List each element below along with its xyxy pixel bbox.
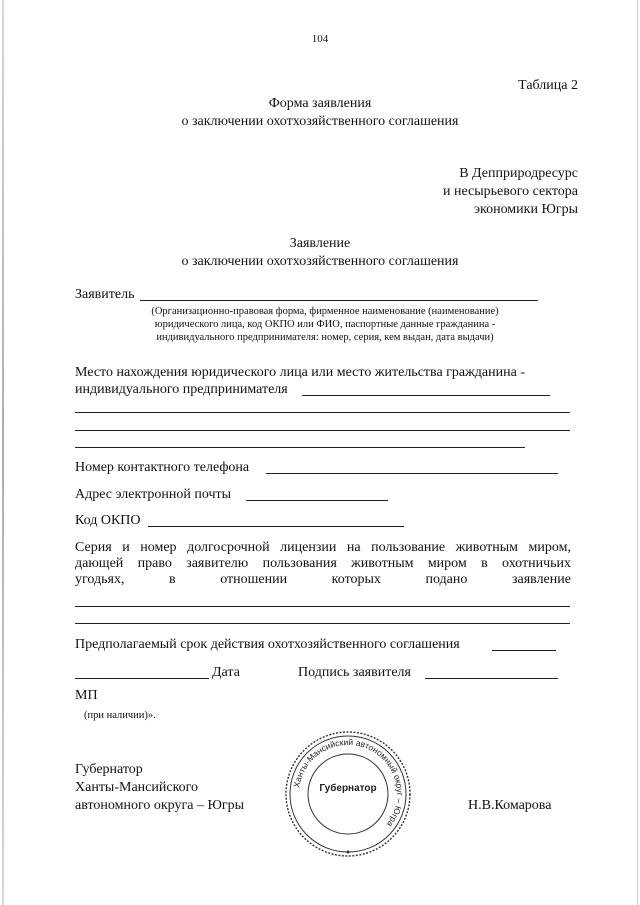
phone-field[interactable]: [266, 473, 558, 474]
location-label-2: индивидуального предпринимателя: [75, 382, 288, 397]
location-label-1: Место нахождения юридического лица или место жительства гражданина -: [75, 365, 525, 380]
license-field-2[interactable]: [75, 623, 570, 624]
table-label: Таблица 2: [518, 78, 578, 93]
applicant-hint-3: индивидуального предпринимателя: номер, серия, кем выдан, дата выдачи): [156, 332, 494, 343]
applicant-hint-2: юридического лица, код ОКПО или ФИО, паспортные данные гражданина -: [154, 319, 496, 330]
license-paragraph: [75, 540, 571, 588]
location-field-1[interactable]: [302, 395, 550, 396]
scan-edge-left: [2, 0, 4, 905]
form-title-line-1: Форма заявления: [268, 96, 372, 111]
term-field[interactable]: [492, 650, 556, 651]
email-field[interactable]: [246, 500, 388, 501]
license-word: угодьях,: [75, 572, 125, 587]
location-field-3[interactable]: [75, 430, 570, 431]
page-number: 104: [311, 33, 329, 45]
stamp-ring-text: Ханты-Мансийский автономный округ – Югра: [291, 736, 406, 829]
date-field[interactable]: [75, 678, 209, 679]
governor-title-2: Ханты-Мансийского: [75, 780, 199, 795]
applicant-hint-1: (Организационно-правовая форма, фирменное наименование (наименование): [151, 306, 499, 317]
doc-title-line-1: Заявление: [289, 236, 351, 251]
license-field-1[interactable]: [75, 606, 570, 607]
license-line-1: Серия и номер долгосрочной лицензии на пользование животным миром,: [75, 540, 571, 555]
addressee-line-3: экономики Югры: [473, 202, 578, 217]
stamp-center-text: Губернатор: [319, 783, 377, 794]
okpo-label: Код ОКПО: [75, 513, 141, 528]
governor-title-3: автономного округа – Югры: [75, 798, 244, 813]
form-title-line-2: о заключении охотхозяйственного соглашения: [181, 114, 459, 129]
addressee-line-2: и несырьевого сектора: [442, 184, 578, 199]
license-word: отношении: [220, 572, 288, 587]
license-line-2: дающей право заявителю пользования животным миром в охотничьих: [75, 556, 571, 571]
applicant-label: Заявитель: [75, 287, 135, 302]
mp-label: МП: [75, 688, 98, 703]
term-label: Предполагаемый срок действия охотхозяйственного соглашения: [75, 637, 460, 652]
phone-label: Номер контактного телефона: [75, 460, 250, 475]
applicant-field[interactable]: [140, 300, 538, 301]
governor-title-1: Губернатор: [75, 762, 143, 777]
governor-name: Н.В.Комарова: [468, 798, 552, 813]
official-stamp: [282, 728, 414, 860]
doc-title-line-2: о заключении охотхозяйственного соглашения: [181, 254, 459, 269]
location-field-2[interactable]: [75, 412, 570, 413]
scan-edge-right: [637, 0, 638, 905]
license-word: подано: [425, 572, 468, 587]
signature-label: Подпись заявителя: [298, 665, 411, 680]
date-label: Дата: [212, 665, 240, 680]
license-word: заявление: [511, 572, 571, 587]
license-word: в: [169, 572, 176, 587]
email-label: Адрес электронной почты: [75, 487, 232, 502]
okpo-field[interactable]: [148, 526, 404, 527]
addressee-line-1: В Депприродресурс: [459, 166, 578, 181]
location-field-4[interactable]: [75, 447, 525, 448]
license-line-3: [75, 572, 571, 588]
mp-note: (при наличии)».: [84, 710, 156, 721]
signature-field[interactable]: [425, 678, 558, 679]
license-word: которых: [331, 572, 381, 587]
